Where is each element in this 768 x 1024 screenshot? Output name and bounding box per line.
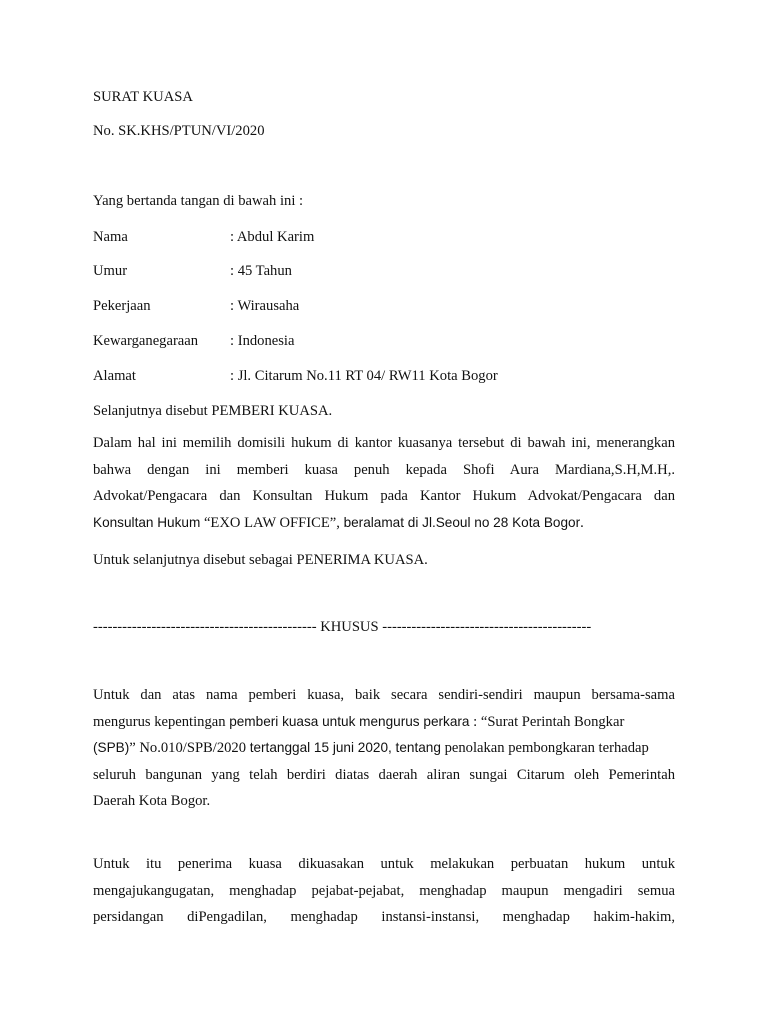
field-value-alamat: : Jl. Citarum No.11 RT 04/ RW11 Kota Bogor [230,368,498,384]
perkara-line-3: (SPB)” No.010/SPB/2020 tertanggal 15 juni 2020, tentang penolakan pembongkaran terhadap [93,740,649,756]
domisili-line-2: bahwa dengan ini memberi kuasa penuh kepada Shofi Aura Mardiana,S.H,M.H,. [93,461,675,478]
field-value-nama: : Abdul Karim [230,229,315,245]
field-label-pekerjaan: Pekerjaan [93,298,151,314]
domisili-line-4: Konsultan Hukum “EXO LAW OFFICE”, beralamat di Jl.Seoul no 28 Kota Bogor. [93,514,584,531]
kewenangan-paragraph [93,855,675,935]
field-value-pekerjaan: : Wirausaha [230,298,300,314]
domisili-line-1: Dalam hal ini memilih domisili hukum di kantor kuasanya tersebut di bawah ini, menerangkan [93,435,675,451]
kewenangan-line-3 [93,908,675,926]
pemberi-kuasa-text: Selanjutnya disebut PEMBERI KUASA. [93,403,333,419]
letter-title: SURAT KUASA [93,89,193,105]
kewenangan-word: hakim-hakim, [593,909,675,925]
domisili-line-3: Advokat/Pengacara dan Konsultan Hukum pada Kantor Hukum Advokat/Pengacara dan [93,488,675,504]
field-label-nama: Nama [93,229,128,245]
kewenangan-word: diPengadilan, [187,909,267,925]
intro-text: Yang bertanda tangan di bawah ini : [93,193,304,209]
perkara-paragraph [93,686,675,810]
khusus-divider: ---------------------------------------------- KHUSUS ------------------------------------------- [93,619,592,635]
perkara-line-5: Daerah Kota Bogor. [93,793,211,809]
kewenangan-line-2: mengajukangugatan, menghadap pejabat-pejabat, menghadap maupun mengadiri semua [93,882,675,899]
kewenangan-word: menghadap [502,909,570,925]
perkara-line-4: seluruh bangunan yang telah berdiri diatas daerah aliran sungai Citarum oleh Pemerintah [93,766,675,783]
kewenangan-word: menghadap [290,909,358,925]
penerima-kuasa-text: Untuk selanjutnya disebut sebagai PENERIMA KUASA. [93,552,428,568]
letter-number: No. SK.KHS/PTUN/VI/2020 [93,123,265,139]
perkara-line-2: mengurus kepentingan pemberi kuasa untuk mengurus perkara : “Surat Perintah Bongkar [93,713,625,730]
field-value-kewarganegaraan: : Indonesia [230,333,295,349]
kewenangan-line-1: Untuk itu penerima kuasa dikuasakan untuk melakukan perbuatan hukum untuk [93,856,675,872]
domisili-paragraph [93,434,675,532]
kewenangan-word: instansi-instansi, [381,909,480,925]
field-label-kewarganegaraan: Kewarganegaraan [93,333,199,349]
field-label-alamat: Alamat [93,368,136,384]
perkara-line-1: Untuk dan atas nama pemberi kuasa, baik secara sendiri-sendiri maupun bersama-sama [93,687,675,703]
field-value-umur: : 45 Tahun [230,263,292,279]
kewenangan-word: persidangan [93,909,164,925]
field-label-umur: Umur [93,263,128,279]
